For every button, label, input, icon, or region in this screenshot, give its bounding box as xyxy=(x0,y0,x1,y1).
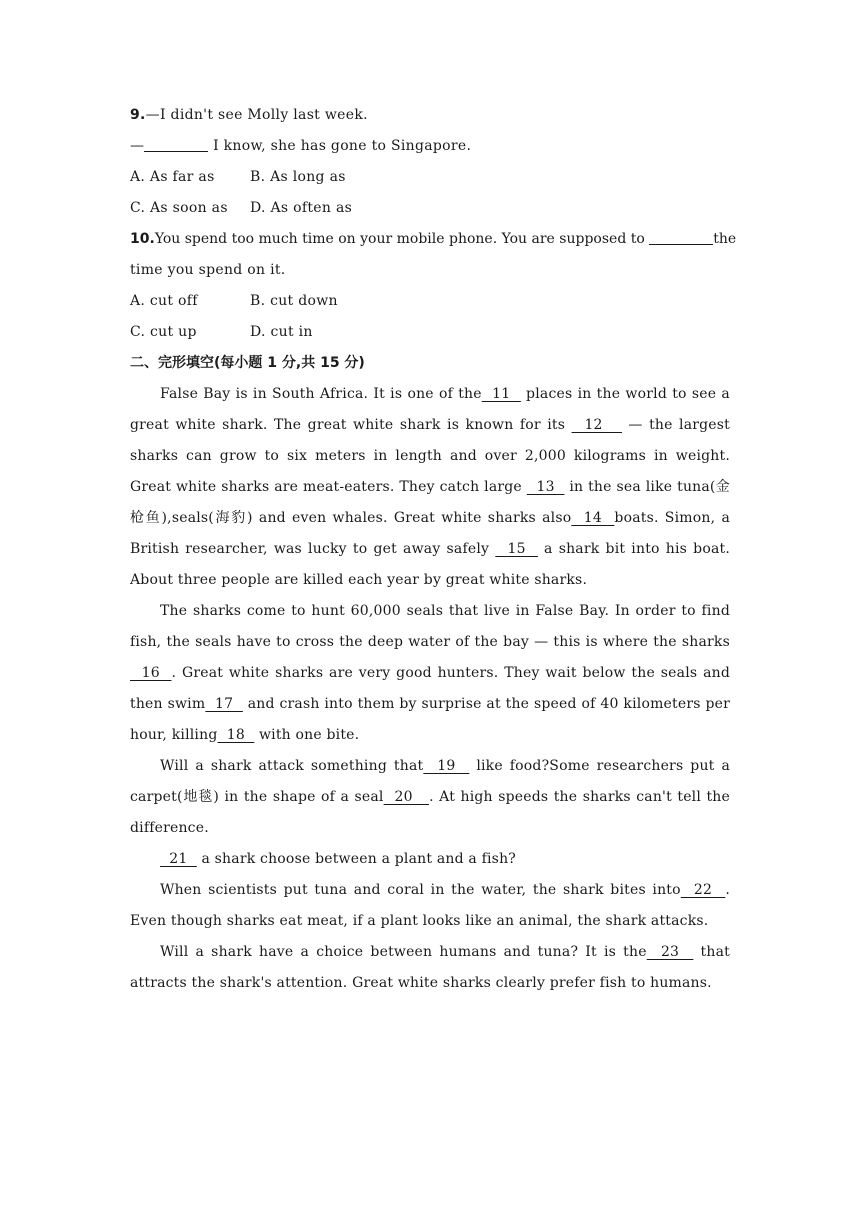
passage-text: When scientists put tuna and coral in the water, the shark bites into xyxy=(160,882,681,898)
blank-14: 14 xyxy=(571,510,615,526)
passage-text: that attracts the shark's attention. Great white sharks clearly prefer fish to humans. xyxy=(130,944,730,991)
option-a: A. cut off xyxy=(130,293,198,309)
passage-text: a shark bit into his boat. About three people are killed each year by great white sharks. xyxy=(130,541,730,588)
passage-text: like food?Some researchers put a carpet(地毯) in the shape of a seal xyxy=(130,758,730,805)
passage-paragraph-6 xyxy=(130,937,730,999)
passage-text: places in the world to see a great white shark. The great white shark is known for its xyxy=(130,386,730,433)
answer-blank xyxy=(649,230,713,245)
question-10-stem-continued xyxy=(130,255,730,286)
passage-paragraph-4 xyxy=(130,844,730,875)
blank-16: 16 xyxy=(130,665,172,681)
passage-text: Will a shark have a choice between humans and tuna? It is the xyxy=(160,944,647,960)
passage-text: in the sea like tuna(金枪鱼),seals(海豹) and even whales. Great white sharks also xyxy=(130,479,731,526)
option-a: A. As far as xyxy=(130,169,215,185)
passage-text: and crash into them by surprise at the speed of 40 kilometers per hour, killing xyxy=(130,696,730,743)
question-text: You spend too much time on your mobile phone. You are supposed to xyxy=(154,231,650,247)
answer-text: I know, she has gone to Singapore. xyxy=(208,138,472,154)
question-10-stem xyxy=(130,224,737,255)
option-d: D. cut in xyxy=(250,324,313,340)
passage-paragraph-1 xyxy=(130,379,730,596)
passage-text: a shark choose between a plant and a fish? xyxy=(196,851,516,867)
option-d: D. As often as xyxy=(250,200,353,216)
passage-text: . Great white sharks are very good hunters. They wait below the seals and then swim xyxy=(130,665,730,712)
passage-paragraph-5 xyxy=(130,875,730,937)
blank-12: 12 xyxy=(571,417,622,433)
blank-13: 13 xyxy=(526,479,565,495)
blank-21: 21 xyxy=(160,851,197,867)
section-heading: 二、完形填空(每小题 1 分,共 15 分) xyxy=(130,355,365,371)
answer-blank xyxy=(144,137,208,152)
blank-19: 19 xyxy=(423,758,470,774)
passage-text: Will a shark attack something that xyxy=(160,758,424,774)
question-10-options-row-1 xyxy=(130,286,730,317)
question-text-end: the xyxy=(713,231,737,247)
passage-text: The sharks come to hunt 60,000 seals that live in False Bay. In order to find fish, the seals have to cross the deep water of the bay — this is where the sharks xyxy=(130,603,730,650)
dash: — xyxy=(130,138,145,154)
blank-17: 17 xyxy=(205,696,243,712)
question-number: 9. xyxy=(130,107,146,123)
passage-text: — the largest sharks can grow to six meters in length and over 2,000 kilograms in weight. Great white sharks are meat-eaters. They catch large xyxy=(130,417,731,495)
question-10-options-row-2 xyxy=(130,317,730,348)
blank-23: 23 xyxy=(646,944,694,960)
blank-11: 11 xyxy=(481,386,521,402)
passage-paragraph-3 xyxy=(130,751,730,844)
passage-text: boats. Simon, a British researcher, was lucky to get away safely xyxy=(130,510,730,557)
option-b: B. cut down xyxy=(250,293,338,309)
document-page xyxy=(130,100,737,999)
passage-text: with one bite. xyxy=(254,727,360,743)
passage-paragraph-2 xyxy=(130,596,730,751)
question-9-options-row-1 xyxy=(130,162,730,193)
question-number: 10. xyxy=(130,231,155,247)
question-9-options-row-2 xyxy=(130,193,730,224)
passage-text: False Bay is in South Africa. It is one of the xyxy=(160,386,482,402)
passage-text: . Even though sharks eat meat, if a plant looks like an animal, the shark attacks. xyxy=(130,882,730,929)
option-c: C. cut up xyxy=(130,324,197,340)
option-b: B. As long as xyxy=(250,169,346,185)
question-text: —I didn't see Molly last week. xyxy=(145,107,368,123)
blank-20: 20 xyxy=(383,789,430,805)
blank-22: 22 xyxy=(680,882,726,898)
blank-18: 18 xyxy=(217,727,255,743)
question-text: time you spend on it. xyxy=(130,262,286,278)
question-9-answer-line xyxy=(130,131,730,162)
question-9-stem xyxy=(130,100,730,131)
option-c: C. As soon as xyxy=(130,200,228,216)
blank-15: 15 xyxy=(495,541,538,557)
passage-text: . At high speeds the sharks can't tell the difference. xyxy=(130,789,731,836)
